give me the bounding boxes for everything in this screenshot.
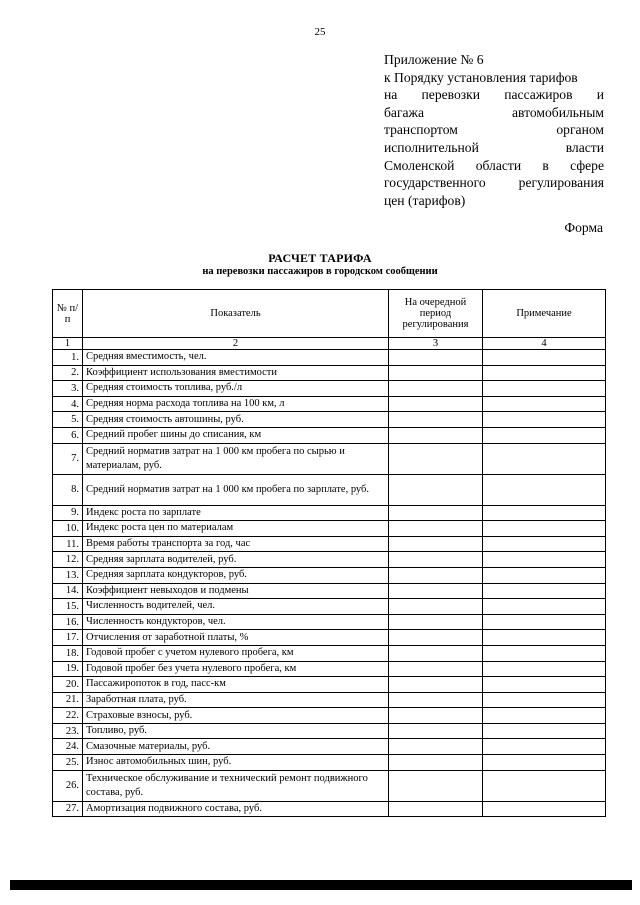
column-numbers-row (53, 338, 606, 350)
row-number: 5. (53, 412, 83, 428)
row-indicator: Амортизация подвижного состава, руб. (83, 801, 389, 817)
header-note: Примечание (483, 290, 606, 338)
row-note-cell (483, 583, 606, 599)
appendix-line: цен (тарифов) (384, 192, 466, 208)
table-row (53, 536, 606, 552)
row-indicator: Средняя норма расхода топлива на 100 км, л (83, 396, 389, 412)
row-number: 13. (53, 567, 83, 583)
row-indicator: Отчисления от заработной платы, % (83, 630, 389, 646)
row-indicator: Время работы транспорта за год, час (83, 536, 389, 552)
row-period-cell (389, 412, 483, 428)
row-number: 17. (53, 630, 83, 646)
row-note-cell (483, 708, 606, 724)
table-row (53, 365, 606, 381)
header-period: На очередной период регулирования (389, 290, 483, 338)
row-number: 2. (53, 365, 83, 381)
row-indicator: Средняя зарплата кондукторов, руб. (83, 567, 389, 583)
table-row (53, 708, 606, 724)
form-label: Форма (564, 220, 603, 235)
row-number: 3. (53, 381, 83, 397)
table-row (53, 583, 606, 599)
table-row (53, 474, 606, 505)
row-period-cell (389, 692, 483, 708)
table-row (53, 630, 606, 646)
row-number: 8. (53, 474, 83, 505)
row-note-cell (483, 412, 606, 428)
row-note-cell (483, 645, 606, 661)
table-row (53, 552, 606, 568)
column-number: 3 (389, 338, 483, 350)
row-number: 7. (53, 443, 83, 474)
row-indicator: Топливо, руб. (83, 723, 389, 739)
row-note-cell (483, 630, 606, 646)
table-row (53, 521, 606, 537)
row-indicator: Численность кондукторов, чел. (83, 614, 389, 630)
table-row (53, 614, 606, 630)
row-number: 22. (53, 708, 83, 724)
row-period-cell (389, 474, 483, 505)
row-number: 14. (53, 583, 83, 599)
row-number: 11. (53, 536, 83, 552)
row-number: 20. (53, 677, 83, 693)
row-note-cell (483, 661, 606, 677)
row-period-cell (389, 723, 483, 739)
row-indicator: Средняя зарплата водителей, руб. (83, 552, 389, 568)
row-period-cell (389, 801, 483, 817)
row-number: 16. (53, 614, 83, 630)
row-period-cell (389, 770, 483, 801)
row-note-cell (483, 381, 606, 397)
table-header-row (53, 290, 606, 338)
row-note-cell (483, 770, 606, 801)
row-number: 10. (53, 521, 83, 537)
column-number: 4 (483, 338, 606, 350)
document-subtitle: на перевозки пассажиров в городском сообщении (202, 266, 438, 277)
row-number: 4. (53, 396, 83, 412)
row-indicator: Коэффициент невыходов и подмены (83, 583, 389, 599)
row-number: 19. (53, 661, 83, 677)
row-indicator: Пассажиропоток в год, пасс-км (83, 677, 389, 693)
table-row (53, 567, 606, 583)
row-note-cell (483, 739, 606, 755)
scan-bottom-bar (10, 880, 632, 890)
table-row (53, 443, 606, 474)
row-period-cell (389, 505, 483, 521)
column-number: 2 (83, 338, 389, 350)
row-period-cell (389, 661, 483, 677)
table-row (53, 396, 606, 412)
row-indicator: Страховые взносы, руб. (83, 708, 389, 724)
row-note-cell (483, 599, 606, 615)
row-indicator: Средняя стоимость автошины, руб. (83, 412, 389, 428)
row-period-cell (389, 677, 483, 693)
row-indicator: Средний норматив затрат на 1 000 км пробега по сырью и материалам, руб. (83, 443, 389, 474)
appendix-line: к Порядку установления тарифов (384, 69, 578, 85)
row-indicator: Средний норматив затрат на 1 000 км пробега по зарплате, руб. (83, 474, 389, 505)
document-title: РАСЧЕТ ТАРИФА (268, 251, 372, 265)
row-note-cell (483, 536, 606, 552)
table-row (53, 692, 606, 708)
table-row (53, 801, 606, 817)
table-row (53, 427, 606, 443)
row-period-cell (389, 350, 483, 366)
row-period-cell (389, 552, 483, 568)
row-note-cell (483, 692, 606, 708)
row-indicator: Смазочные материалы, руб. (83, 739, 389, 755)
row-note-cell (483, 396, 606, 412)
row-note-cell (483, 521, 606, 537)
row-note-cell (483, 427, 606, 443)
row-note-cell (483, 365, 606, 381)
row-indicator: Коэффициент использования вместимости (83, 365, 389, 381)
row-indicator: Индекс роста по зарплате (83, 505, 389, 521)
table-row (53, 755, 606, 771)
row-note-cell (483, 614, 606, 630)
row-number: 12. (53, 552, 83, 568)
row-note-cell (483, 567, 606, 583)
row-period-cell (389, 755, 483, 771)
row-period-cell (389, 536, 483, 552)
header-indicator: Показатель (83, 290, 389, 338)
row-period-cell (389, 521, 483, 537)
row-indicator: Годовой пробег без учета нулевого пробега, км (83, 661, 389, 677)
row-number: 6. (53, 427, 83, 443)
row-period-cell (389, 567, 483, 583)
table-row (53, 661, 606, 677)
row-indicator: Износ автомобильных шин, руб. (83, 755, 389, 771)
table-row (53, 645, 606, 661)
row-period-cell (389, 645, 483, 661)
row-period-cell (389, 708, 483, 724)
tariff-table (52, 289, 606, 817)
row-period-cell (389, 583, 483, 599)
appendix-line: Приложение № 6 (384, 52, 484, 67)
row-number: 1. (53, 350, 83, 366)
table-row (53, 505, 606, 521)
row-note-cell (483, 443, 606, 474)
row-indicator: Средняя вместимость, чел. (83, 350, 389, 366)
table-row (53, 412, 606, 428)
row-period-cell (389, 739, 483, 755)
appendix-line: на перевозки пассажиров и (384, 87, 604, 103)
row-note-cell (483, 755, 606, 771)
row-indicator: Годовой пробег с учетом нулевого пробега, км (83, 645, 389, 661)
appendix-line: Смоленской области в сфере (384, 157, 604, 173)
table-row (53, 599, 606, 615)
row-note-cell (483, 552, 606, 568)
row-note-cell (483, 677, 606, 693)
table-row (53, 677, 606, 693)
row-note-cell (483, 350, 606, 366)
row-indicator: Техническое обслуживание и технический ремонт подвижного состава, руб. (83, 770, 389, 801)
table-row (53, 770, 606, 801)
row-number: 18. (53, 645, 83, 661)
row-number: 9. (53, 505, 83, 521)
row-number: 21. (53, 692, 83, 708)
row-indicator: Средний пробег шины до списания, км (83, 427, 389, 443)
row-period-cell (389, 427, 483, 443)
row-number: 26. (53, 770, 83, 801)
row-period-cell (389, 630, 483, 646)
row-indicator: Численность водителей, чел. (83, 599, 389, 615)
row-number: 23. (53, 723, 83, 739)
row-period-cell (389, 443, 483, 474)
row-period-cell (389, 365, 483, 381)
row-number: 24. (53, 739, 83, 755)
row-note-cell (483, 505, 606, 521)
appendix-line: транспортом органом (384, 122, 604, 138)
header-num: № п/п (53, 290, 83, 338)
row-indicator: Средняя стоимость топлива, руб./л (83, 381, 389, 397)
row-number: 15. (53, 599, 83, 615)
table-row (53, 723, 606, 739)
row-indicator: Заработная плата, руб. (83, 692, 389, 708)
appendix-line: багажа автомобильным (384, 104, 604, 120)
row-period-cell (389, 396, 483, 412)
table-row (53, 381, 606, 397)
row-period-cell (389, 381, 483, 397)
appendix-block (384, 51, 604, 209)
appendix-line: государственного регулирования (384, 175, 604, 191)
row-note-cell (483, 801, 606, 817)
row-note-cell (483, 474, 606, 505)
row-period-cell (389, 614, 483, 630)
appendix-line: исполнительной власти (384, 139, 604, 155)
row-note-cell (483, 723, 606, 739)
column-number: 1 (53, 338, 83, 350)
table-row (53, 739, 606, 755)
row-period-cell (389, 599, 483, 615)
table-row (53, 350, 606, 366)
page-number: 25 (314, 26, 326, 38)
row-indicator: Индекс роста цен по материалам (83, 521, 389, 537)
row-number: 27. (53, 801, 83, 817)
row-number: 25. (53, 755, 83, 771)
